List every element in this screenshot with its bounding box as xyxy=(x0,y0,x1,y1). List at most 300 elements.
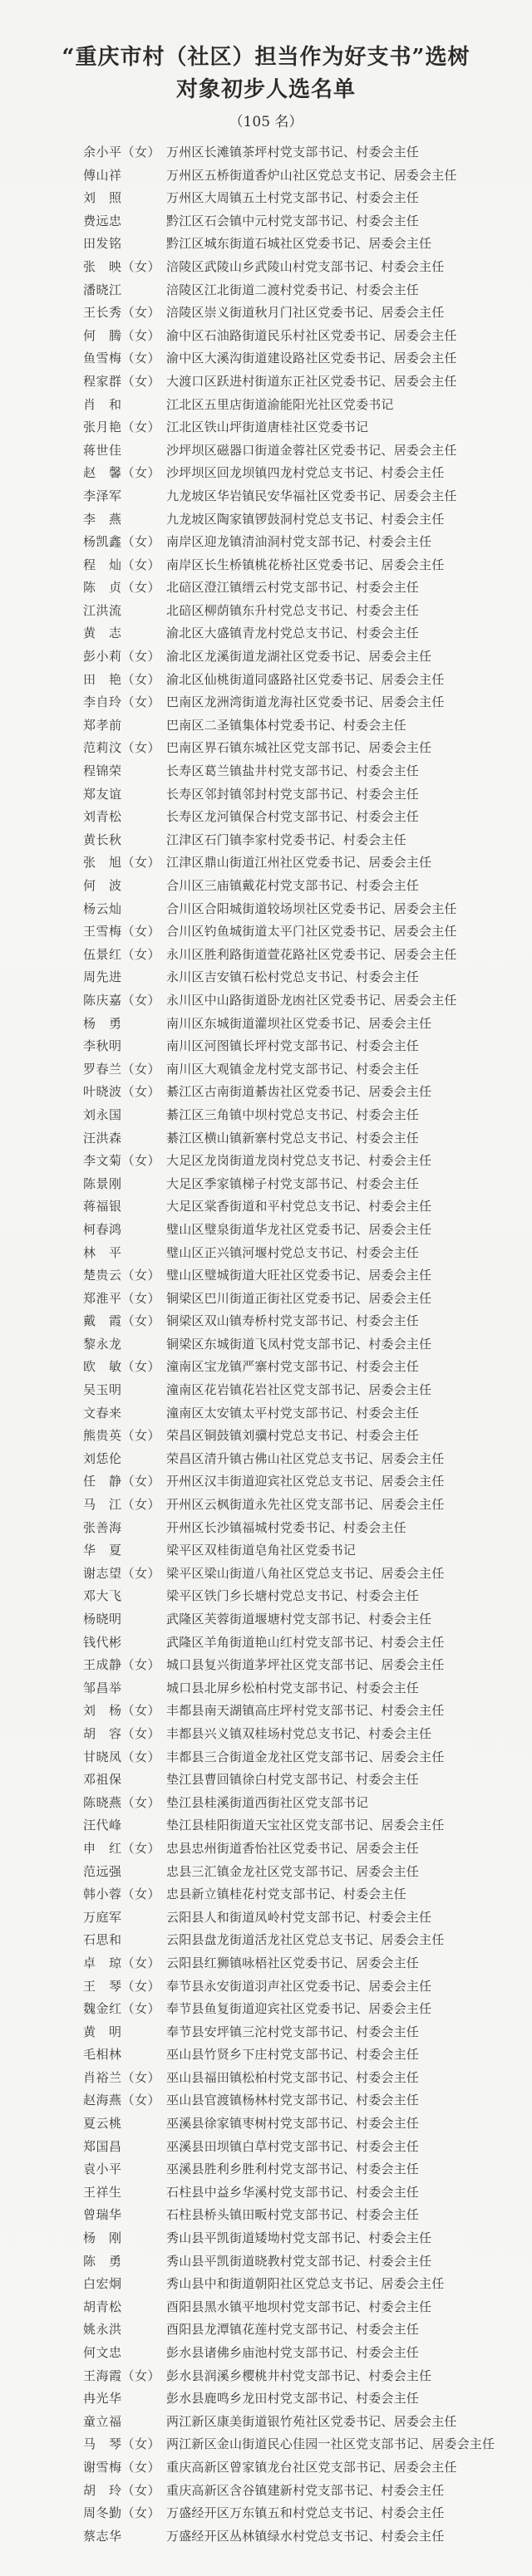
person-name: 李自玲（女） xyxy=(83,694,161,710)
person-name: 欧 敏（女） xyxy=(83,1359,161,1375)
page-title-line2: 对象初步人选名单 xyxy=(175,77,356,102)
person-name: 陈景刚 xyxy=(83,1175,122,1191)
person-name: 钱代彬 xyxy=(83,1634,122,1650)
person-position: 巫山县福田镇松柏村党支部书记、村委会主任 xyxy=(166,2069,420,2085)
person-position: 秀山县中和街道朝阳社区党总支书记、居委会主任 xyxy=(166,2276,445,2292)
list-item xyxy=(83,210,515,233)
person-position: 荣昌区清升镇古佛山社区党总支书记、居委会主任 xyxy=(166,1450,445,1466)
list-item xyxy=(83,2411,515,2434)
list-item xyxy=(83,669,515,692)
person-position: 涪陵区江北街道二渡村党委书记、村委会主任 xyxy=(166,282,420,297)
person-position: 璧山区璧泉街道华龙社区党委书记、居委会主任 xyxy=(166,1221,432,1237)
person-position: 武隆区羊角街道艳山红村党支部书记、村委会主任 xyxy=(166,1634,445,1650)
person-position: 潼南区宝龙镇严寨村党支部书记、村委会主任 xyxy=(166,1359,420,1375)
list-item xyxy=(83,1654,515,1677)
person-name: 陈 勇 xyxy=(83,2253,122,2269)
person-name: 张月艳（女） xyxy=(83,420,161,435)
list-item xyxy=(83,1929,515,1952)
person-position: 涪陵区武陵山乡武陵山村党支部书记、村委会主任 xyxy=(166,258,445,274)
list-item xyxy=(83,2433,515,2456)
person-name: 肖裕兰（女） xyxy=(83,2069,161,2085)
person-position: 开州区云枫街道永先社区党支部书记、居委会主任 xyxy=(166,1497,445,1513)
person-position: 铜梁区巴川街道正街社区党委书记、居委会主任 xyxy=(166,1290,432,1306)
person-name: 刘青松 xyxy=(83,809,122,825)
person-name: 熊贵英（女） xyxy=(83,1428,161,1444)
list-item xyxy=(83,1585,515,1608)
person-position: 石柱县桥头镇田畈村党支部书记、村委会主任 xyxy=(166,2207,420,2223)
person-name: 郑淮平（女） xyxy=(83,1290,161,1306)
person-name: 胡 玲（女） xyxy=(83,2482,161,2498)
person-name: 陈晓燕（女） xyxy=(83,1794,161,1810)
list-item xyxy=(83,2067,515,2090)
list-item xyxy=(83,989,515,1013)
person-name: 周冬勤（女） xyxy=(83,2505,161,2521)
list-item xyxy=(83,164,515,188)
list-item xyxy=(83,1058,515,1082)
list-item xyxy=(83,1242,515,1265)
list-item xyxy=(83,966,515,989)
person-position: 南川区大观镇金龙村党支部书记、村委会主任 xyxy=(166,1061,420,1077)
list-item xyxy=(83,279,515,302)
person-name: 万庭军 xyxy=(83,1909,122,1925)
person-name: 汪代峰 xyxy=(83,1818,122,1833)
list-item xyxy=(83,2250,515,2274)
list-item xyxy=(83,1425,515,1448)
person-position: 云阳县人和街道凤岭村党支部书记、村委会主任 xyxy=(166,1909,432,1925)
person-position: 长寿区龙河镇保合村党支部书记、村委会主任 xyxy=(166,809,420,825)
person-position: 彭水县鹿鸣乡龙田村党支部书记、村委会主任 xyxy=(166,2391,420,2407)
person-name: 夏云桃 xyxy=(83,2116,122,2132)
list-item xyxy=(83,2387,515,2411)
person-position: 云阳县红狮镇咏梧社区党委书记、居委会主任 xyxy=(166,1955,420,1970)
list-item xyxy=(83,1723,515,1746)
person-position: 合川区钓鱼城街道太平门社区党委书记、居委会主任 xyxy=(166,924,457,940)
list-item xyxy=(83,806,515,829)
person-position: 潼南区太安镇太平村党支部书记、村委会主任 xyxy=(166,1405,420,1420)
person-position: 奉节县鱼复街道迎宾社区党委书记、居委会主任 xyxy=(166,2001,432,2017)
person-name: 冉光华 xyxy=(83,2391,122,2407)
list-item xyxy=(83,2273,515,2296)
person-name: 楚贵云（女） xyxy=(83,1268,161,1283)
list-item xyxy=(83,370,515,394)
person-position: 江北区五里店街道渝能阳光社区党委书记 xyxy=(166,396,394,412)
person-position: 梁平区双桂街道皂角社区党委书记 xyxy=(166,1543,357,1558)
list-item xyxy=(83,691,515,714)
person-position: 长寿区邻封镇邻封村党支部书记、村委会主任 xyxy=(166,786,420,802)
person-position: 长寿区葛兰镇盐井村党支部书记、村委会主任 xyxy=(166,763,420,779)
list-item xyxy=(83,600,515,623)
list-item xyxy=(83,2044,515,2067)
person-name: 邓祖保 xyxy=(83,1772,122,1788)
person-name: 江洪流 xyxy=(83,602,122,618)
person-name: 程 灿（女） xyxy=(83,557,161,572)
person-name: 胡青松 xyxy=(83,2299,122,2314)
person-position: 合川区三庙镇戴花村党支部书记、村委会主任 xyxy=(166,878,420,893)
person-name: 黄长秋 xyxy=(83,832,122,847)
person-position: 九龙坡区陶家镇锣鼓洞村党总支书记、村委会主任 xyxy=(166,511,445,527)
person-name: 李秋明 xyxy=(83,1038,122,1054)
list-item xyxy=(83,1975,515,1999)
list-item xyxy=(83,783,515,807)
list-item xyxy=(83,875,515,898)
person-position: 大足区季家镇梯子村党支部书记、村委会主任 xyxy=(166,1175,420,1191)
person-position: 合川区合阳城街道较场坝社区党委书记、居委会主任 xyxy=(166,900,457,916)
page-title-line1: “重庆市村（社区）担当作为好支书”选树 xyxy=(62,45,470,70)
list-item xyxy=(83,2502,515,2525)
person-position: 涪陵区崇义街道秋月门社区党委书记、居委会主任 xyxy=(166,305,445,321)
person-position: 万州区长滩镇茶坪村党支部书记、村委会主任 xyxy=(166,145,420,159)
person-name: 黄 志 xyxy=(83,626,122,641)
list-item xyxy=(83,1035,515,1058)
person-name: 程家群（女） xyxy=(83,373,161,389)
person-name: 罗春兰（女） xyxy=(83,1061,161,1077)
person-name: 石思和 xyxy=(83,1932,122,1948)
list-item xyxy=(83,2365,515,2388)
list-item xyxy=(83,1746,515,1769)
person-name: 刘 照 xyxy=(83,190,122,206)
list-item xyxy=(83,256,515,279)
person-name: 任 静（女） xyxy=(83,1474,161,1489)
person-name: 魏金红（女） xyxy=(83,2001,161,2017)
person-position: 九龙坡区华岩镇民安华福社区党委书记、居委会主任 xyxy=(166,488,457,503)
person-name: 叶晓波（女） xyxy=(83,1084,161,1100)
list-item xyxy=(83,1563,515,1586)
list-item xyxy=(83,1448,515,1471)
person-position: 渝北区仙桃街道同盛路社区党委书记、居委会主任 xyxy=(166,671,445,687)
person-name: 周先进 xyxy=(83,969,122,985)
list-item xyxy=(83,1081,515,1104)
person-name: 张 映（女） xyxy=(83,258,161,274)
person-name: 张 旭（女） xyxy=(83,855,161,871)
person-name: 郑友谊 xyxy=(83,786,122,802)
person-name: 刘恁伦 xyxy=(83,1450,122,1466)
list-item xyxy=(83,737,515,760)
list-item xyxy=(83,485,515,508)
person-position: 万盛经开区丛林镇绿水村党总支书记、村委会主任 xyxy=(166,2528,445,2544)
person-position: 巫溪县胜利乡胜利村党支部书记、村委会主任 xyxy=(166,2161,420,2177)
person-name: 余小平（女） xyxy=(83,145,161,159)
list-item xyxy=(83,2158,515,2181)
list-item xyxy=(83,531,515,554)
person-name: 伍景红（女） xyxy=(83,946,161,962)
person-position: 秀山县平凯街道矮坳村党支部书记、村委会主任 xyxy=(166,2230,432,2246)
list-item xyxy=(83,829,515,852)
person-position: 开州区长沙镇福城村党委书记、村委会主任 xyxy=(166,1519,406,1535)
person-name: 田发铭 xyxy=(83,236,122,252)
person-position: 忠县新立镇桂花村党支部书记、村委会主任 xyxy=(166,1887,406,1902)
person-position: 万州区大周镇五土村党支部书记、村委会主任 xyxy=(166,190,420,206)
person-name: 袁小平 xyxy=(83,2161,122,2177)
person-name: 何 腾（女） xyxy=(83,327,161,343)
list-item xyxy=(83,416,515,439)
person-position: 黔江区石会镇中元村党支部书记、村委会主任 xyxy=(166,213,420,228)
list-item xyxy=(83,325,515,348)
person-name: 范远强 xyxy=(83,1863,122,1879)
person-name: 王雪梅（女） xyxy=(83,924,161,940)
person-position: 秀山县平凯街道晓教村党支部书记、村委会主任 xyxy=(166,2253,432,2269)
list-item xyxy=(83,1494,515,1517)
person-position: 梁平区梁山街道八角社区党总支书记、居委会主任 xyxy=(166,1565,445,1581)
person-position: 彭水县诸佛乡庙池村党支部书记、村委会主任 xyxy=(166,2345,420,2360)
person-position: 梁平区铁门乡长塘村党总支书记、村委会主任 xyxy=(166,1588,420,1604)
list-item xyxy=(83,1792,515,1815)
person-name: 杨晓明 xyxy=(83,1612,122,1627)
list-item xyxy=(83,2181,515,2205)
person-name: 蔡志华 xyxy=(83,2528,122,2544)
list-item xyxy=(83,2112,515,2136)
list-item xyxy=(83,1631,515,1655)
person-name: 白宏炯 xyxy=(83,2276,122,2292)
list-item xyxy=(83,898,515,921)
person-position: 沙坪坝区回龙坝镇四龙村党总支书记、村委会主任 xyxy=(166,465,445,481)
person-position: 武隆区芙蓉街道堰塘村党支部书记、村委会主任 xyxy=(166,1612,432,1627)
person-position: 江北区铁山坪街道唐桂社区党委书记 xyxy=(166,420,369,435)
person-position: 北碚区澄江镇缙云村党支部书记、村委会主任 xyxy=(166,580,420,596)
person-position: 渝北区龙溪街道龙湖社区党委书记、居委会主任 xyxy=(166,649,432,665)
person-name: 王 琴（女） xyxy=(83,1978,161,1994)
person-name: 姚永洪 xyxy=(83,2322,122,2338)
person-position: 石柱县中益乡华溪村党支部书记、村委会主任 xyxy=(166,2184,420,2200)
person-position: 南岸区迎龙镇清油洞村党支部书记、村委会主任 xyxy=(166,534,432,550)
person-name: 戴 霞（女） xyxy=(83,1313,161,1329)
person-name: 黄 明 xyxy=(83,2024,122,2039)
person-position: 万盛经开区万东镇五和村党总支书记、村委会主任 xyxy=(166,2505,445,2521)
list-item xyxy=(83,944,515,967)
person-name: 赵 馨（女） xyxy=(83,465,161,481)
person-position: 潼南区花岩镇花岩社区党支部书记、居委会主任 xyxy=(166,1382,432,1398)
person-name: 黎永龙 xyxy=(83,1336,122,1352)
person-name: 邓大飞 xyxy=(83,1588,122,1604)
list-item xyxy=(83,462,515,485)
person-position: 荣昌区铜鼓镇刘骥村党总支书记、村委会主任 xyxy=(166,1428,420,1444)
person-position: 北碚区柳荫镇东升村党总支书记、村委会主任 xyxy=(166,602,420,618)
person-name: 蒋世佳 xyxy=(83,442,122,458)
list-item xyxy=(83,1219,515,1242)
person-position: 两江新区金山街道民心佳园一社区党支部书记、居委会主任 xyxy=(166,2436,495,2452)
person-position: 丰都县南天湖镇高庄坪村党支部书记、村委会主任 xyxy=(166,1703,445,1719)
list-item xyxy=(83,851,515,875)
person-name: 甘晓凤（女） xyxy=(83,1749,161,1764)
list-item xyxy=(83,1677,515,1700)
person-name: 鱼雪梅（女） xyxy=(83,351,161,366)
list-item xyxy=(83,1608,515,1631)
list-item xyxy=(83,1470,515,1494)
person-position: 南岸区长生桥镇桃花桥社区党委书记、居委会主任 xyxy=(166,557,445,572)
person-position: 奉节县永安街道羽声社区党委书记、居委会主任 xyxy=(166,1978,432,1994)
list-item xyxy=(83,645,515,669)
person-name: 蒋福银 xyxy=(83,1199,122,1214)
person-name: 童立福 xyxy=(83,2413,122,2429)
list-item xyxy=(83,2089,515,2112)
person-position: 垫江县曹回镇徐白村党支部书记、村委会主任 xyxy=(166,1772,420,1788)
list-item xyxy=(83,622,515,645)
person-position: 彭水县润溪乡樱桃井村党支部书记、村委会主任 xyxy=(166,2367,432,2383)
person-position: 南川区河图镇长坪村党支部书记、村委会主任 xyxy=(166,1038,420,1054)
list-item xyxy=(83,1013,515,1036)
person-position: 重庆高新区曾家镇龙台社区党支部书记、居委会主任 xyxy=(166,2459,457,2475)
list-item xyxy=(83,1861,515,1884)
list-item xyxy=(83,577,515,600)
list-item xyxy=(83,187,515,210)
person-position: 巴南区龙洲湾街道龙海社区党委书记、居委会主任 xyxy=(166,694,445,710)
roster-list xyxy=(0,141,532,2548)
person-position: 铜梁区东城街道飞凤村党支部书记、村委会主任 xyxy=(166,1336,432,1352)
person-name: 程锦荣 xyxy=(83,763,122,779)
person-position: 綦江区古南街道綦齿社区党委书记、居委会主任 xyxy=(166,1084,432,1100)
person-position: 渝中区石油路街道民乐村社区党委书记、居委会主任 xyxy=(166,327,457,343)
person-name: 刘 杨（女） xyxy=(83,1703,161,1719)
person-position: 忠县忠州街道香怡社区党委书记、居委会主任 xyxy=(166,1840,420,1856)
person-position: 忠县三汇镇金龙社区党支部书记、居委会主任 xyxy=(166,1863,420,1879)
person-position: 城口县复兴街道茅坪社区党支部书记、居委会主任 xyxy=(166,1657,445,1673)
person-position: 垫江县桂溪街道西街社区党支部书记 xyxy=(166,1794,369,1810)
list-item xyxy=(83,1288,515,1311)
list-item xyxy=(83,1127,515,1151)
list-item xyxy=(83,2021,515,2044)
person-position: 江津区鼎山街道江州社区党委书记、居委会主任 xyxy=(166,855,432,871)
person-position: 巫溪县田坝镇白草村党支部书记、村委会主任 xyxy=(166,2138,420,2154)
list-item xyxy=(83,2318,515,2342)
person-name: 彭小莉（女） xyxy=(83,649,161,665)
person-position: 江津区石门镇李家村党委书记、村委会主任 xyxy=(166,832,406,847)
person-position: 巫山县竹贤乡下庄村党支部书记、村委会主任 xyxy=(166,2047,420,2063)
person-name: 谢雪梅（女） xyxy=(83,2459,161,2475)
person-name: 郑国昌 xyxy=(83,2138,122,2154)
list-item xyxy=(83,1264,515,1288)
person-position: 开州区汉丰街道迎宾社区党总支书记、居委会主任 xyxy=(166,1474,445,1489)
list-item xyxy=(83,1150,515,1173)
person-position: 重庆高新区含谷镇建新村党支部书记、村委会主任 xyxy=(166,2482,445,2498)
person-name: 赵海燕（女） xyxy=(83,2093,161,2108)
list-item xyxy=(83,1517,515,1540)
person-position: 璧山区正兴镇河堰村党总支书记、村委会主任 xyxy=(166,1244,420,1260)
person-name: 李 燕 xyxy=(83,511,122,527)
person-position: 渝北区大盛镇青龙村党总支书记、村委会主任 xyxy=(166,626,420,641)
list-item xyxy=(83,920,515,944)
person-position: 璧山区璧城街道大旺社区党委书记、居委会主任 xyxy=(166,1268,432,1283)
list-item xyxy=(83,2136,515,2159)
person-name: 毛相林 xyxy=(83,2047,122,2063)
list-item xyxy=(83,554,515,577)
person-name: 陈庆嘉（女） xyxy=(83,992,161,1008)
person-position: 垫江县桂阳街道天宝社区党支部书记、居委会主任 xyxy=(166,1818,445,1833)
list-item xyxy=(83,1906,515,1930)
person-position: 巫山县官渡镇杨林村党支部书记、村委会主任 xyxy=(166,2093,420,2108)
list-item xyxy=(83,1104,515,1127)
person-name: 范莉汶（女） xyxy=(83,740,161,756)
list-item xyxy=(83,394,515,417)
list-item xyxy=(83,1173,515,1196)
list-item xyxy=(83,141,515,164)
person-name: 刘永国 xyxy=(83,1106,122,1122)
person-name: 曾瑞华 xyxy=(83,2207,122,2223)
person-name: 韩小蓉（女） xyxy=(83,1887,161,1902)
list-item xyxy=(83,1769,515,1792)
list-item xyxy=(83,1356,515,1379)
person-name: 胡 容（女） xyxy=(83,1725,161,1741)
person-name: 林 平 xyxy=(83,1244,122,1260)
person-name: 王长秀（女） xyxy=(83,305,161,321)
person-position: 奉节县安坪镇三沱村党支部书记、村委会主任 xyxy=(166,2024,420,2039)
list-item xyxy=(83,2204,515,2227)
list-item xyxy=(83,1838,515,1861)
list-item xyxy=(83,233,515,256)
person-name: 田 艳（女） xyxy=(83,671,161,687)
person-name: 傅山祥 xyxy=(83,167,122,183)
list-item xyxy=(83,2296,515,2319)
person-position: 大足区棠香街道和平村党总支书记、村委会主任 xyxy=(166,1199,432,1214)
person-position: 永川区胜利路街道萱花路社区党委书记、居委会主任 xyxy=(166,946,457,962)
person-position: 沙坪坝区磁器口街道金蓉社区党委书记、居委会主任 xyxy=(166,442,457,458)
list-item xyxy=(83,2480,515,2503)
list-item xyxy=(83,1379,515,1402)
person-name: 李泽军 xyxy=(83,488,122,503)
person-position: 巴南区界石镇东城社区党支部书记、居委会主任 xyxy=(166,740,432,756)
list-item xyxy=(83,2227,515,2250)
person-position: 南川区东城街道灌坝社区党委书记、居委会主任 xyxy=(166,1015,432,1031)
person-name: 柯春鸿 xyxy=(83,1221,122,1237)
person-position: 大渡口区跃进村街道东正社区党委书记、居委会主任 xyxy=(166,373,457,389)
person-name: 王成静（女） xyxy=(83,1657,161,1673)
person-name: 王海霞（女） xyxy=(83,2367,161,2383)
person-name: 郑孝前 xyxy=(83,717,122,733)
list-item xyxy=(83,508,515,532)
list-item xyxy=(83,1539,515,1563)
count-note: （105 名） xyxy=(229,114,303,130)
list-item xyxy=(83,1310,515,1333)
person-name: 吴玉明 xyxy=(83,1382,122,1398)
list-item xyxy=(83,2342,515,2365)
person-name: 张善海 xyxy=(83,1519,122,1535)
person-position: 黔江区城东街道石城社区党委书记、居委会主任 xyxy=(166,236,432,252)
person-name: 卓 琼（女） xyxy=(83,1955,161,1970)
person-position: 大足区龙岗街道龙岗村党总支书记、村委会主任 xyxy=(166,1153,432,1169)
person-position: 永川区中山路街道卧龙凼社区党委书记、居委会主任 xyxy=(166,992,457,1008)
person-name: 费远忠 xyxy=(83,213,122,228)
person-name: 汪洪森 xyxy=(83,1130,122,1146)
list-item xyxy=(83,1814,515,1838)
person-name: 王祥生 xyxy=(83,2184,122,2200)
list-item xyxy=(83,1195,515,1219)
person-name: 申 红（女） xyxy=(83,1840,161,1856)
person-name: 李文菊（女） xyxy=(83,1153,161,1169)
list-item xyxy=(83,302,515,325)
list-item xyxy=(83,2525,515,2549)
person-name: 文春来 xyxy=(83,1405,122,1420)
person-name: 杨 刚 xyxy=(83,2230,122,2246)
person-position: 酉阳县龙潭镇花莲村党支部书记、村委会主任 xyxy=(166,2322,420,2338)
person-position: 巫溪县徐家镇枣树村党支部书记、村委会主任 xyxy=(166,2116,420,2132)
person-name: 何文忠 xyxy=(83,2345,122,2360)
person-name: 谢志望（女） xyxy=(83,1565,161,1581)
person-position: 城口县北屏乡松柏村党支部书记、村委会主任 xyxy=(166,1680,420,1695)
person-name: 何 波 xyxy=(83,878,122,893)
list-item xyxy=(83,2456,515,2480)
person-position: 綦江区横山镇新寨村党总支书记、村委会主任 xyxy=(166,1130,420,1146)
person-position: 万州区五桥街道香炉山社区党总支书记、居委会主任 xyxy=(166,167,457,183)
person-position: 渝中区大溪沟街道建设路社区党委书记、居委会主任 xyxy=(166,351,457,366)
person-position: 丰都县兴义镇双桂场村党总支书记、村委会主任 xyxy=(166,1725,432,1741)
person-position: 綦江区三角镇中坝村党总支书记、村委会主任 xyxy=(166,1106,420,1122)
list-item xyxy=(83,347,515,370)
person-name: 杨凯鑫（女） xyxy=(83,534,161,550)
person-position: 两江新区康美街道银竹苑社区党委书记、居委会主任 xyxy=(166,2413,457,2429)
document-title xyxy=(0,0,532,106)
list-item xyxy=(83,1883,515,1906)
person-name: 杨 勇 xyxy=(83,1015,122,1031)
person-position: 酉阳县黑水镇平地坝村党支部书记、村委会主任 xyxy=(166,2299,432,2314)
list-item xyxy=(83,1998,515,2021)
